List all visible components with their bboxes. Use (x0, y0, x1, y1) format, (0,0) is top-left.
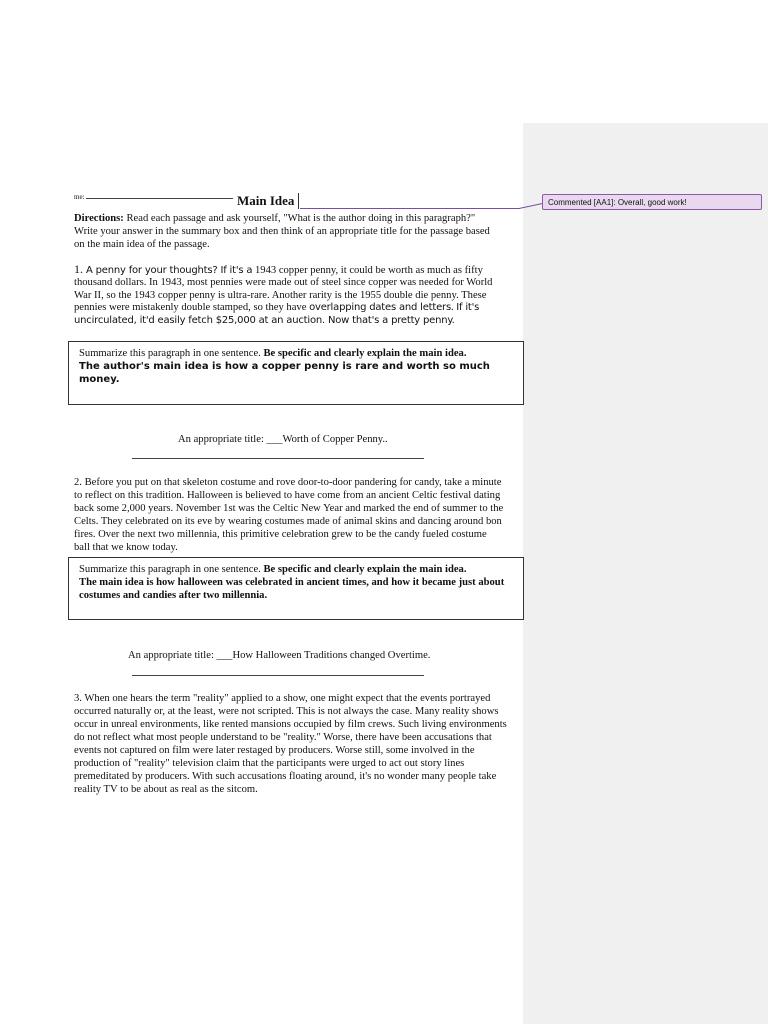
passage-1-hand-b: overlapping dates and letters (309, 302, 451, 314)
worksheet-title: Main Idea (237, 193, 295, 208)
comment-balloon[interactable] (542, 194, 762, 210)
title-1-underline (132, 458, 424, 459)
summary-box-1[interactable] (68, 341, 524, 405)
text-cursor (298, 193, 299, 209)
summary-box-2-content (79, 563, 509, 602)
name-blank-line (86, 192, 233, 199)
title-2-underline (132, 675, 424, 676)
summary-2-prompt-bold: Be specific and clearly explain the main idea. (263, 564, 467, 575)
comment-margin-pane (523, 123, 768, 1024)
directions-label: Directions: (74, 213, 124, 224)
summary-2-answer: The main idea is how halloween was celebrated in ancient times, and how it became just about costumes and candies after two millennia. (79, 577, 505, 601)
passage-2: 2. Before you put on that skeleton costume and rove door-to-door pandering for candy, take a minute to reflect on this tradition. Halloween is believed to have come from an ancient Celtic festival dating back some 2,000 years. November 1st was the Celtic New Year and marked the end of summer to the Celts. They celebrated on its eve by wearing costumes made of animal skins and dancing around bon fires. Over the next two millennia, this primitive celebration grew to be the candy fueled costume ball that we know today. (74, 477, 504, 553)
name-label: me: (74, 193, 85, 201)
directions-text: Read each passage and ask yourself, "What is the author doing in this paragraph?" Write your answer in the summary box and then think of an appropriate title for the passage based on the main idea of the passage. (74, 213, 490, 250)
title-1-label: An appropriate title: (178, 434, 267, 445)
title-2-answer: ___How Halloween Traditions changed Overtime. (216, 650, 431, 661)
passage-1-text-b: . (450, 302, 457, 314)
title-2-line (128, 650, 430, 661)
title-1-answer: ___Worth of Copper Penny.. (266, 434, 388, 445)
summary-1-prompt-bold: Be specific and clearly explain the main idea. (263, 348, 467, 359)
summary-1-prompt: Summarize this paragraph in one sentence. (79, 348, 264, 359)
name-field-row (74, 192, 233, 201)
passage-1-hand-c: If it's uncirculated, it'd easily fetch $25,000 at an auction. Now that's a pretty penny. (74, 302, 480, 326)
passage-1-number: 1. (74, 262, 86, 276)
comment-anchor-line (300, 208, 520, 209)
directions-paragraph (74, 213, 494, 251)
summary-box-1-content (79, 347, 509, 386)
title-2-label: An appropriate title: (128, 650, 217, 661)
summary-2-prompt: Summarize this paragraph in one sentence. (79, 564, 264, 575)
passage-1-hand-a: A penny for your thoughts? If it's a (86, 265, 253, 276)
summary-1-answer: The author's main idea is how a copper penny is rare and worth so much money. (79, 361, 490, 385)
passage-1 (74, 263, 494, 327)
comment-text: Overall, good work! (617, 198, 687, 207)
passage-1-text-a: 1943 copper penny, it could be worth as much as fifty thousand dollars. In 1943, most pennies were made out of steel since copper was needed for World War II, so the 1943 copper penny is ultra-rare. Another rarity is the 1955 double die penny. These pennies were mistakenly double stamped, so they have (74, 265, 493, 314)
passage-3: 3. When one hears the term "reality" applied to a show, one might expect that the events portrayed occurred naturally or, at the least, were not scripted. This is not always the case. Many reality shows occur in unreal environments, like rented mansions occupied by film crews. Such living environments do not reflect what most people understand to be "reality." Worse, there have been accusations that events not captured on film were later restaged by producers. Worse still, some involved in the production of "reality" television claim that the participants were urged to act out story lines premeditated by producers. With such accusations floating around, it's no wonder many people take reality TV to be about as real as the sitcom. (74, 693, 507, 795)
summary-box-2[interactable] (68, 557, 524, 620)
comment-author: Commented [AA1]: (548, 198, 616, 207)
title-1-line (178, 434, 388, 445)
